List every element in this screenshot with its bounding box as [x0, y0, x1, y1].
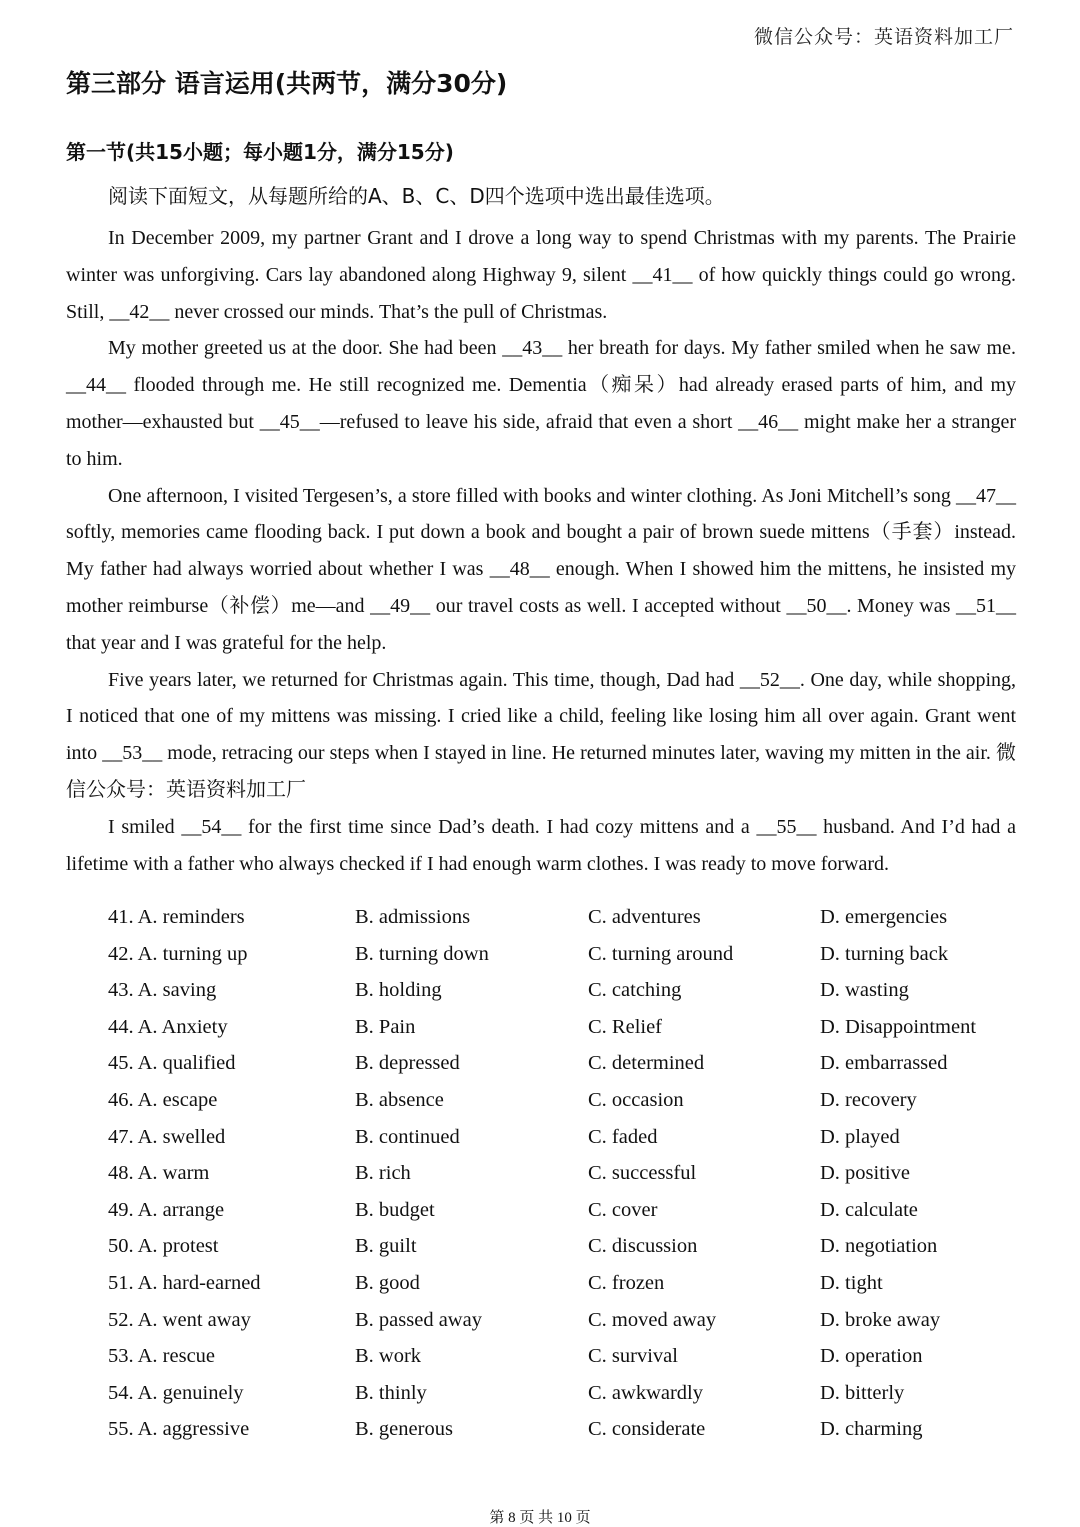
option-row	[108, 1089, 1028, 1126]
passage-paragraph: In December 2009, my partner Grant and I drove a long way to spend Christmas with my parents. The Prairie winter was unforgiving. Cars lay abandoned along Highway 9, silent __41__ of how quickly things could go wrong. Still, __42__ never crossed our minds. That’s the pull of Christmas.	[66, 227, 1016, 323]
option-c: C. faded	[588, 1125, 658, 1148]
option-a: 52. A. went away	[108, 1308, 251, 1331]
option-c: C. turning around	[588, 942, 734, 965]
option-row	[108, 1126, 1028, 1163]
option-d: D. recovery	[820, 1088, 917, 1111]
section-title: 第一节(共15小题；每小题1分，满分15分)	[66, 140, 454, 164]
option-c: C. adventures	[588, 906, 701, 928]
option-row	[108, 1052, 1028, 1089]
option-b: B. admissions	[355, 906, 471, 928]
option-row	[108, 1309, 1028, 1346]
option-a: 42. A. turning up	[108, 942, 248, 965]
option-row	[108, 1162, 1028, 1199]
option-b: B. budget	[355, 1198, 435, 1221]
option-c: C. discussion	[588, 1235, 698, 1258]
option-c: C. cover	[588, 1198, 658, 1221]
option-a: 48. A. warm	[108, 1162, 210, 1185]
option-c: C. survival	[588, 1345, 678, 1368]
option-a: 44. A. Anxiety	[108, 1015, 228, 1038]
option-b: B. absence	[355, 1088, 444, 1111]
instruction: 阅读下面短文，从每题所给的A、B、C、D四个选项中选出最佳选项。	[108, 184, 725, 208]
option-b: B. rich	[355, 1162, 411, 1185]
passage	[66, 220, 1016, 882]
option-b: B. guilt	[355, 1235, 417, 1258]
option-d: D. calculate	[820, 1198, 918, 1221]
option-a: 43. A. saving	[108, 979, 217, 1002]
option-b: B. good	[355, 1271, 420, 1294]
option-d: D. Disappointment	[820, 1015, 977, 1038]
option-a: 49. A. arrange	[108, 1198, 225, 1221]
option-a: 53. A. rescue	[108, 1345, 216, 1368]
option-d: D. positive	[820, 1162, 910, 1185]
option-a: 45. A. qualified	[108, 1052, 236, 1075]
option-c: C. considerate	[588, 1418, 706, 1441]
option-row	[108, 943, 1028, 980]
option-d: D. tight	[820, 1271, 883, 1294]
option-a: 51. A. hard-earned	[108, 1271, 261, 1294]
option-b: B. thinly	[355, 1381, 427, 1404]
option-c: C. moved away	[588, 1308, 717, 1331]
option-c: C. successful	[588, 1162, 697, 1185]
option-row	[108, 1016, 1028, 1053]
option-d: D. broke away	[820, 1308, 941, 1331]
option-c: C. catching	[588, 979, 682, 1002]
option-b: B. depressed	[355, 1052, 460, 1075]
option-b: B. work	[355, 1345, 422, 1368]
option-a: 46. A. escape	[108, 1088, 218, 1111]
option-row	[108, 906, 1028, 943]
option-row	[108, 1235, 1028, 1272]
option-d: D. emergencies	[820, 906, 948, 928]
option-d: D. operation	[820, 1345, 923, 1368]
page-footer: 第 8 页 共 10 页	[489, 1510, 591, 1526]
option-a: 41. A. reminders	[108, 906, 245, 928]
option-row	[108, 1345, 1028, 1382]
header-note: 微信公众号：英语资料加工厂	[753, 26, 1014, 48]
option-d: D. wasting	[820, 979, 909, 1002]
passage-paragraph: My mother greeted us at the door. She had been __43__ her breath for days. My father smiled when he saw me. __44__ flooded through me. He still recognized me. Dementia（痴呆）had already erased parts of him, and my mother—exhausted but __45__—refused to leave his side, afraid that even a short __46__ might make her a stranger to him.	[66, 337, 1016, 470]
options-list	[108, 906, 1028, 1455]
option-a: 47. A. swelled	[108, 1125, 226, 1148]
option-b: B. passed away	[355, 1308, 482, 1331]
option-c: C. Relief	[588, 1015, 663, 1038]
option-a: 55. A. aggressive	[108, 1418, 250, 1441]
option-a: 50. A. protest	[108, 1235, 219, 1258]
option-row	[108, 1382, 1028, 1419]
option-c: C. awkwardly	[588, 1381, 704, 1404]
option-d: D. turning back	[820, 942, 949, 965]
option-b: B. continued	[355, 1125, 460, 1148]
option-a: 54. A. genuinely	[108, 1381, 244, 1404]
option-row	[108, 1272, 1028, 1309]
option-c: C. occasion	[588, 1088, 684, 1111]
passage-paragraph: I smiled __54__ for the first time since Dad’s death. I had cozy mittens and a __55__ husband. And I’d had a lifetime with a father who always checked if I had enough warm clothes. I was ready to move forward.	[66, 815, 1016, 875]
option-row	[108, 1199, 1028, 1236]
option-b: B. generous	[355, 1418, 453, 1441]
option-d: D. negotiation	[820, 1235, 938, 1258]
option-d: D. charming	[820, 1418, 923, 1441]
option-row	[108, 979, 1028, 1016]
passage-paragraph: Five years later, we returned for Christmas again. This time, though, Dad had __52__. One day, while shopping, I noticed that one of my mittens was missing. I cried like a child, feeling like losing him all over again. Grant went into __53__ mode, retracing our steps when I stayed in line. He returned minutes later, waving my mitten in the air. 微信公众号：英语资料加工厂	[66, 668, 1016, 801]
option-b: B. turning down	[355, 942, 489, 965]
option-b: B. holding	[355, 979, 442, 1002]
passage-paragraph: One afternoon, I visited Tergesen’s, a store filled with books and winter clothing. As Joni Mitchell’s song __47__ softly, memories came flooding back. I put down a book and bought a pair of brown suede mittens（手套）instead. My father had always worried about whether I was __48__ enough. When I showed him the mittens, he insisted my mother reimburse（补偿）me—and __49__ our travel costs as well. I accepted without __50__. Money was __51__ that year and I was grateful for the help.	[66, 484, 1016, 654]
option-row	[108, 1418, 1028, 1455]
option-c: C. determined	[588, 1052, 705, 1075]
option-d: D. played	[820, 1125, 900, 1148]
part-title: 第三部分 语言运用(共两节，满分30分)	[66, 69, 508, 98]
option-c: C. frozen	[588, 1271, 665, 1294]
option-b: B. Pain	[355, 1015, 416, 1038]
option-d: D. embarrassed	[820, 1052, 948, 1075]
option-d: D. bitterly	[820, 1381, 905, 1404]
